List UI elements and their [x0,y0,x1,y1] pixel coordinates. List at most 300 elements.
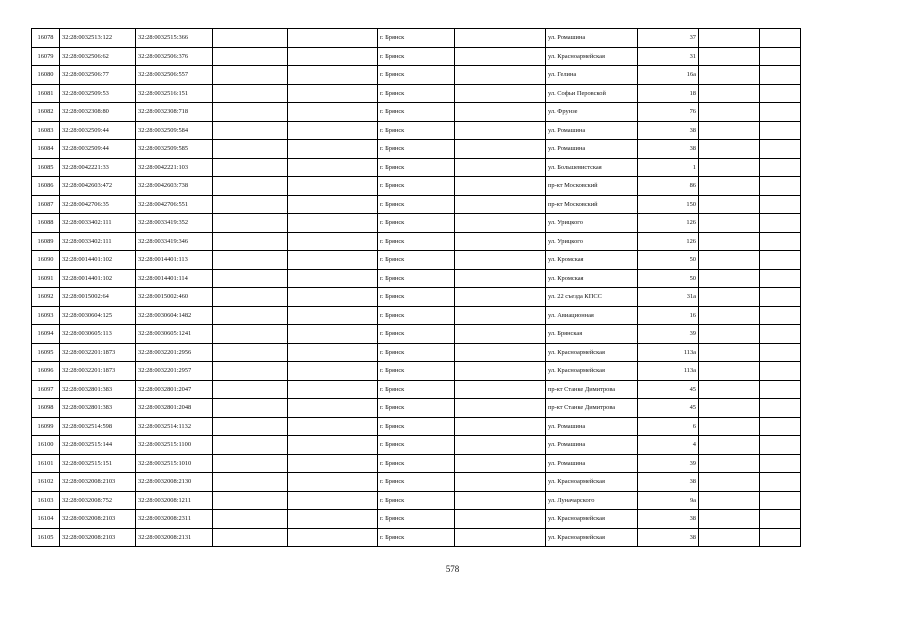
cell-empty [288,436,378,455]
cell-house-number: 6 [638,417,699,436]
page-number: 578 [445,564,460,574]
cell-building-cadastral-number: 32:28:0032506:376 [136,47,213,66]
cell-empty [760,121,801,140]
cell-empty [213,362,288,381]
table-row [32,29,801,48]
cell-parcel-cadastral-number: 32:28:0042706:35 [60,195,136,214]
cell-empty [760,362,801,381]
cell-empty [455,66,546,85]
cell-empty [699,103,760,122]
cell-empty [288,491,378,510]
cell-empty [288,232,378,251]
cell-street: ул. Ромашина [546,417,638,436]
cell-empty [288,158,378,177]
cell-street: ул. Большевистская [546,158,638,177]
cell-empty [760,454,801,473]
cell-house-number: 76 [638,103,699,122]
cell-house-number: 38 [638,528,699,547]
cell-record-number: 16102 [32,473,60,492]
cell-parcel-cadastral-number: 32:28:0042603:472 [60,177,136,196]
cell-empty [213,473,288,492]
cell-parcel-cadastral-number: 32:28:0032513:122 [60,29,136,48]
cell-house-number: 126 [638,214,699,233]
cell-empty [760,306,801,325]
cell-empty [760,158,801,177]
cell-empty [699,325,760,344]
cell-empty [213,214,288,233]
cell-parcel-cadastral-number: 32:28:0032008:2103 [60,473,136,492]
cell-house-number: 4 [638,436,699,455]
cell-empty [699,177,760,196]
cell-street: ул. 22 съезда КПСС [546,288,638,307]
cell-building-cadastral-number: 32:28:0032516:151 [136,84,213,103]
cell-empty [760,473,801,492]
cell-empty [213,528,288,547]
cell-parcel-cadastral-number: 32:28:0032515:151 [60,454,136,473]
cell-building-cadastral-number: 32:28:0032008:2311 [136,510,213,529]
cell-street: ул. Красноармейская [546,510,638,529]
cell-parcel-cadastral-number: 32:28:0032201:1873 [60,362,136,381]
table-row [32,195,801,214]
cell-city: г. Брянск [378,288,455,307]
cell-empty [760,29,801,48]
cell-empty [760,47,801,66]
cell-empty [699,47,760,66]
cell-empty [288,140,378,159]
table-row [32,288,801,307]
cell-street: ул. Красноармейская [546,528,638,547]
cell-empty [760,251,801,270]
cell-empty [288,417,378,436]
table-row [32,66,801,85]
cell-parcel-cadastral-number: 32:28:0032514:598 [60,417,136,436]
cell-street: ул. Ромашина [546,140,638,159]
cell-city: г. Брянск [378,491,455,510]
cell-empty [288,195,378,214]
cell-street: ул. Красноармейская [546,343,638,362]
cell-city: г. Брянск [378,473,455,492]
cell-record-number: 16082 [32,103,60,122]
cell-empty [760,288,801,307]
cell-empty [699,269,760,288]
cell-empty [760,399,801,418]
cell-empty [699,140,760,159]
cell-building-cadastral-number: 32:28:0032514:1132 [136,417,213,436]
cell-parcel-cadastral-number: 32:28:0032308:80 [60,103,136,122]
cell-house-number: 39 [638,454,699,473]
table-row [32,473,801,492]
cell-empty [455,84,546,103]
cell-parcel-cadastral-number: 32:28:0032801:383 [60,399,136,418]
cell-house-number: 113а [638,362,699,381]
cell-empty [455,214,546,233]
cell-street: пр-кт Станке Димитрова [546,380,638,399]
cell-empty [213,103,288,122]
cell-street: ул. Фрунзе [546,103,638,122]
cell-building-cadastral-number: 32:28:0032515:1010 [136,454,213,473]
cell-record-number: 16078 [32,29,60,48]
cell-empty [699,380,760,399]
cell-building-cadastral-number: 32:28:0032515:1100 [136,436,213,455]
cell-empty [699,84,760,103]
cell-city: г. Брянск [378,140,455,159]
cell-empty [455,325,546,344]
cell-empty [288,29,378,48]
cell-parcel-cadastral-number: 32:28:0015002:64 [60,288,136,307]
cell-house-number: 38 [638,140,699,159]
cell-empty [455,306,546,325]
cell-city: г. Брянск [378,121,455,140]
cell-building-cadastral-number: 32:28:0014401:113 [136,251,213,270]
cell-empty [455,491,546,510]
cell-building-cadastral-number: 32:28:0032506:557 [136,66,213,85]
cell-empty [455,140,546,159]
cell-house-number: 31а [638,288,699,307]
cell-house-number: 126 [638,232,699,251]
cell-empty [213,251,288,270]
cell-record-number: 16083 [32,121,60,140]
cell-empty [455,510,546,529]
table-row [32,47,801,66]
cell-house-number: 113а [638,343,699,362]
cell-record-number: 16103 [32,491,60,510]
cell-empty [455,195,546,214]
table-row [32,269,801,288]
cell-city: г. Брянск [378,158,455,177]
cell-street: ул. Гелина [546,66,638,85]
cell-record-number: 16098 [32,399,60,418]
cell-city: г. Брянск [378,177,455,196]
cell-empty [699,510,760,529]
table-row [32,491,801,510]
cell-empty [760,84,801,103]
cell-empty [455,232,546,251]
cell-parcel-cadastral-number: 32:28:0032509:44 [60,121,136,140]
cell-record-number: 16096 [32,362,60,381]
cell-empty [760,140,801,159]
cell-building-cadastral-number: 32:28:0042603:738 [136,177,213,196]
cell-empty [288,47,378,66]
cell-city: г. Брянск [378,232,455,251]
cell-parcel-cadastral-number: 32:28:0032008:752 [60,491,136,510]
cell-empty [455,121,546,140]
table-row [32,177,801,196]
table-row [32,362,801,381]
cell-street: ул. Урицкого [546,232,638,251]
cell-parcel-cadastral-number: 32:28:0032515:144 [60,436,136,455]
cell-empty [760,491,801,510]
cell-empty [760,269,801,288]
cell-empty [699,158,760,177]
cell-empty [455,288,546,307]
cell-empty [455,269,546,288]
cell-building-cadastral-number: 32:28:0014401:114 [136,269,213,288]
cell-empty [213,29,288,48]
cell-house-number: 50 [638,269,699,288]
cell-empty [699,306,760,325]
cell-empty [455,417,546,436]
cell-empty [699,362,760,381]
cell-empty [455,454,546,473]
cell-parcel-cadastral-number: 32:28:0032506:77 [60,66,136,85]
cell-empty [288,269,378,288]
cell-empty [455,103,546,122]
cell-building-cadastral-number: 32:28:0032308:718 [136,103,213,122]
table-row [32,251,801,270]
cell-empty [699,436,760,455]
cell-empty [760,214,801,233]
cell-parcel-cadastral-number: 32:28:0033402:111 [60,232,136,251]
cell-empty [288,362,378,381]
cell-city: г. Брянск [378,269,455,288]
cell-empty [760,436,801,455]
cell-empty [699,251,760,270]
cell-empty [699,417,760,436]
table-row [32,84,801,103]
table-row [32,158,801,177]
cell-building-cadastral-number: 32:28:0033419:346 [136,232,213,251]
cell-parcel-cadastral-number: 32:28:0033402:111 [60,214,136,233]
cell-record-number: 16090 [32,251,60,270]
cell-empty [699,29,760,48]
cell-empty [760,343,801,362]
table-row [32,528,801,547]
cell-empty [288,251,378,270]
cell-empty [455,399,546,418]
cell-street: ул. Кромская [546,251,638,270]
cell-empty [288,306,378,325]
cell-empty [455,436,546,455]
table-row [32,399,801,418]
cell-parcel-cadastral-number: 32:28:0014401:102 [60,269,136,288]
cell-empty [288,288,378,307]
cell-empty [699,473,760,492]
cell-empty [455,177,546,196]
cell-city: г. Брянск [378,29,455,48]
cell-house-number: 38 [638,121,699,140]
cell-house-number: 86 [638,177,699,196]
table-row [32,121,801,140]
cell-empty [455,47,546,66]
cell-street: ул. Красноармейская [546,47,638,66]
cell-building-cadastral-number: 32:28:0042221:103 [136,158,213,177]
cell-city: г. Брянск [378,362,455,381]
cell-street: пр-кт Станке Димитрова [546,399,638,418]
cell-empty [455,473,546,492]
cell-building-cadastral-number: 32:28:0032515:366 [136,29,213,48]
cell-empty [699,288,760,307]
table-row [32,103,801,122]
cell-record-number: 16104 [32,510,60,529]
cell-parcel-cadastral-number: 32:28:0032509:44 [60,140,136,159]
cell-empty [760,417,801,436]
cell-record-number: 16081 [32,84,60,103]
cell-city: г. Брянск [378,84,455,103]
cell-parcel-cadastral-number: 32:28:0014401:102 [60,251,136,270]
cell-city: г. Брянск [378,343,455,362]
cell-street: пр-кт Московский [546,177,638,196]
cell-record-number: 16101 [32,454,60,473]
cell-city: г. Брянск [378,195,455,214]
cell-empty [699,491,760,510]
cell-building-cadastral-number: 32:28:0042706:551 [136,195,213,214]
cell-city: г. Брянск [378,380,455,399]
cell-record-number: 16084 [32,140,60,159]
cell-empty [213,325,288,344]
cell-house-number: 50 [638,251,699,270]
cell-empty [213,232,288,251]
cell-building-cadastral-number: 32:28:0030604:1482 [136,306,213,325]
cell-empty [760,528,801,547]
cell-record-number: 16079 [32,47,60,66]
cell-empty [288,473,378,492]
cell-empty [213,288,288,307]
cell-empty [288,343,378,362]
table-row [32,436,801,455]
cell-empty [213,380,288,399]
cell-street: ул. Луначарского [546,491,638,510]
cell-empty [288,325,378,344]
cell-record-number: 16100 [32,436,60,455]
cell-empty [455,343,546,362]
cell-building-cadastral-number: 32:28:0033419:352 [136,214,213,233]
cell-empty [760,510,801,529]
cell-record-number: 16085 [32,158,60,177]
cell-building-cadastral-number: 32:28:0032201:2956 [136,343,213,362]
cell-city: г. Брянск [378,103,455,122]
cell-house-number: 31 [638,47,699,66]
cell-city: г. Брянск [378,325,455,344]
cell-empty [760,232,801,251]
cell-building-cadastral-number: 32:28:0032008:2131 [136,528,213,547]
cell-street: ул. Ромашина [546,436,638,455]
cell-building-cadastral-number: 32:28:0032008:1211 [136,491,213,510]
cell-empty [760,66,801,85]
cell-city: г. Брянск [378,47,455,66]
table-row [32,232,801,251]
cell-empty [699,195,760,214]
cell-house-number: 37 [638,29,699,48]
cell-empty [213,269,288,288]
cell-record-number: 16087 [32,195,60,214]
cell-city: г. Брянск [378,251,455,270]
cell-empty [213,47,288,66]
cell-parcel-cadastral-number: 32:28:0032801:383 [60,380,136,399]
cell-building-cadastral-number: 32:28:0032509:585 [136,140,213,159]
cell-empty [288,399,378,418]
cell-record-number: 16093 [32,306,60,325]
cell-city: г. Брянск [378,399,455,418]
cell-empty [213,140,288,159]
cell-house-number: 9а [638,491,699,510]
cell-building-cadastral-number: 32:28:0032801:2048 [136,399,213,418]
cell-empty [213,491,288,510]
cell-parcel-cadastral-number: 32:28:0042221:33 [60,158,136,177]
cell-street: ул. Авиационная [546,306,638,325]
cell-empty [288,66,378,85]
cell-house-number: 45 [638,399,699,418]
cell-record-number: 16095 [32,343,60,362]
cell-parcel-cadastral-number: 32:28:0032008:2103 [60,528,136,547]
cell-street: ул. Ромашина [546,121,638,140]
cell-empty [288,121,378,140]
cell-empty [760,177,801,196]
cell-empty [455,29,546,48]
cell-building-cadastral-number: 32:28:0032008:2130 [136,473,213,492]
cell-empty [213,177,288,196]
table-row [32,380,801,399]
cell-street: ул. Брянская [546,325,638,344]
cell-empty [455,380,546,399]
cell-city: г. Брянск [378,66,455,85]
registry-table [31,28,801,547]
cell-empty [213,158,288,177]
cell-empty [699,528,760,547]
cell-record-number: 16094 [32,325,60,344]
cell-empty [213,306,288,325]
cell-empty [213,84,288,103]
table-row [32,214,801,233]
table-row [32,417,801,436]
cell-parcel-cadastral-number: 32:28:0032008:2103 [60,510,136,529]
cell-record-number: 16088 [32,214,60,233]
cell-city: г. Брянск [378,528,455,547]
cell-record-number: 16086 [32,177,60,196]
cell-empty [213,121,288,140]
cell-empty [213,399,288,418]
cell-empty [213,510,288,529]
cell-empty [213,66,288,85]
cell-record-number: 16091 [32,269,60,288]
cell-street: ул. Урицкого [546,214,638,233]
cell-building-cadastral-number: 32:28:0015002:460 [136,288,213,307]
cell-empty [699,66,760,85]
cell-city: г. Брянск [378,306,455,325]
cell-empty [288,84,378,103]
cell-house-number: 39 [638,325,699,344]
cell-parcel-cadastral-number: 32:28:0032509:53 [60,84,136,103]
cell-empty [760,380,801,399]
table-row [32,140,801,159]
cell-street: ул. Софьи Перовской [546,84,638,103]
cell-empty [699,399,760,418]
cell-empty [288,103,378,122]
cell-empty [213,417,288,436]
cell-empty [760,103,801,122]
cell-empty [760,325,801,344]
registry-table-body [32,29,801,547]
cell-house-number: 18 [638,84,699,103]
cell-house-number: 45 [638,380,699,399]
cell-empty [288,177,378,196]
cell-building-cadastral-number: 32:28:0032801:2047 [136,380,213,399]
cell-empty [288,380,378,399]
cell-street: ул. Красноармейская [546,362,638,381]
cell-empty [288,214,378,233]
cell-empty [455,528,546,547]
table-row [32,325,801,344]
cell-empty [699,232,760,251]
cell-city: г. Брянск [378,510,455,529]
cell-city: г. Брянск [378,417,455,436]
cell-house-number: 1 [638,158,699,177]
cell-building-cadastral-number: 32:28:0032201:2957 [136,362,213,381]
cell-empty [288,528,378,547]
cell-empty [699,121,760,140]
cell-street: ул. Ромашина [546,29,638,48]
cell-house-number: 16 [638,306,699,325]
cell-empty [288,510,378,529]
